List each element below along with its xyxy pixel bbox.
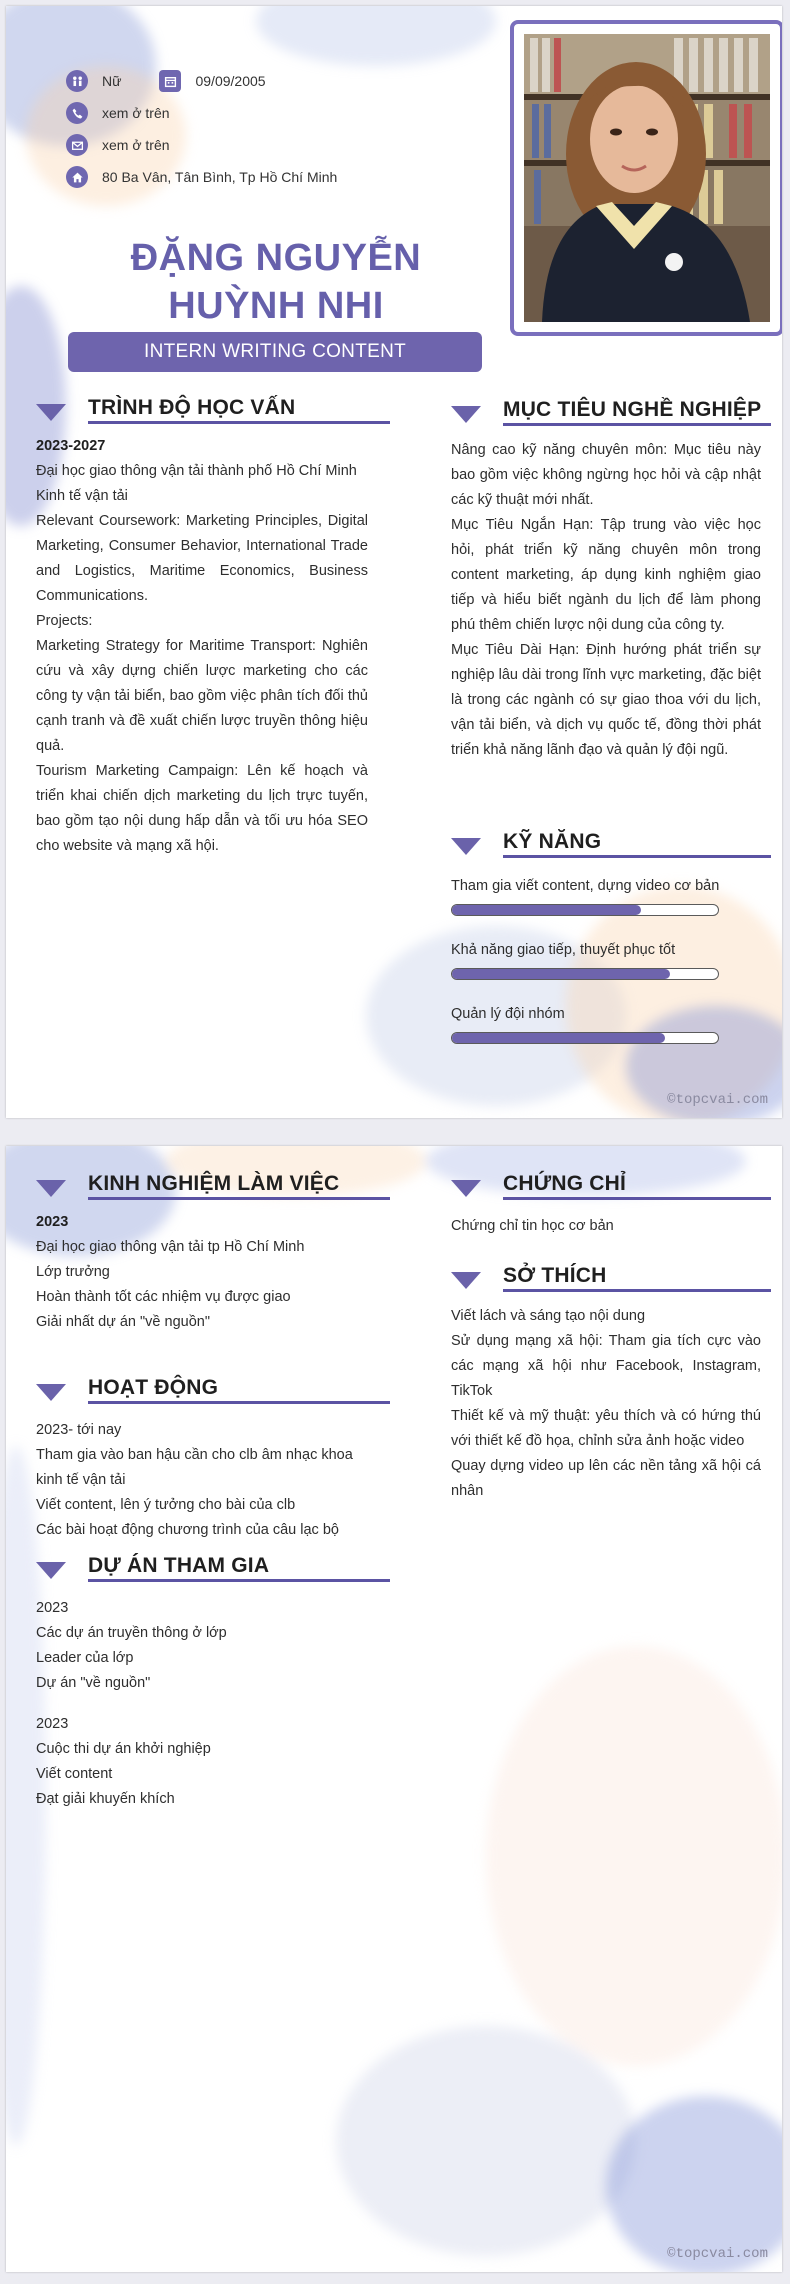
calendar-icon	[159, 70, 181, 92]
skill-level-bar	[451, 1032, 719, 1044]
heading-rule	[88, 1401, 390, 1404]
gender-row	[66, 70, 266, 92]
heading-rule	[88, 1197, 390, 1200]
profile-photo-frame	[510, 20, 782, 336]
triangle-marker-icon	[451, 1272, 481, 1289]
skill-label: Quản lý đội nhóm	[451, 1006, 565, 1022]
education-line: Projects:	[36, 613, 93, 629]
project-line: 2023	[36, 1600, 69, 1616]
project-line: Viết content	[36, 1766, 113, 1782]
triangle-marker-icon	[36, 1180, 66, 1197]
gender-value: Nữ	[102, 73, 122, 89]
project-group	[36, 1596, 390, 1696]
projects-section	[36, 1552, 390, 1812]
triangle-marker-icon	[36, 1562, 66, 1579]
skill-item	[451, 1006, 771, 1044]
activity-line: Các bài hoạt động chương trình của câu lạc bộ	[36, 1522, 339, 1538]
experience-line: Hoàn thành tốt các nhiệm vụ được giao	[36, 1289, 291, 1305]
job-title-banner: INTERN WRITING CONTENT	[68, 332, 482, 372]
heading-rule	[503, 1197, 771, 1200]
education-line: Kinh tế vận tải	[36, 488, 128, 504]
project-group	[36, 1712, 390, 1812]
hobbies-section	[451, 1262, 771, 1504]
activity-line: 2023- tới nay	[36, 1422, 122, 1438]
experience-body	[36, 1210, 390, 1335]
email-icon	[66, 134, 88, 156]
decor-blot	[256, 6, 496, 66]
heading-rule	[88, 421, 390, 424]
phone-value: xem ở trên	[102, 105, 170, 121]
skill-label: Tham gia viết content, dựng video cơ bản	[451, 878, 720, 894]
objective-heading	[451, 396, 771, 426]
full-name: ĐẶNG NGUYỄN HUỲNH NHI	[130, 237, 422, 327]
experience-line: Lớp trưởng	[36, 1264, 110, 1280]
objective-body	[451, 438, 761, 763]
skill-level-bar	[451, 968, 719, 980]
experience-line: Đại học giao thông vận tải tp Hồ Chí Minh	[36, 1239, 305, 1255]
experience-line: Giải nhất dự án "về nguồn"	[36, 1314, 210, 1330]
experience-year: 2023	[36, 1214, 69, 1230]
cv-page-1	[6, 6, 782, 1118]
projects-heading	[36, 1552, 390, 1582]
project-line: Cuộc thi dự án khởi nghiệp	[36, 1741, 211, 1757]
triangle-marker-icon	[451, 406, 481, 423]
skill-label: Khả năng giao tiếp, thuyết phục tốt	[451, 942, 676, 958]
heading-rule	[88, 1579, 390, 1582]
hobby-line: Thiết kế và mỹ thuật: yêu thích và có hứng thú với thiết kế đồ họa, chỉnh sửa ảnh hoặc video	[451, 1408, 761, 1449]
triangle-marker-icon	[451, 838, 481, 855]
hobby-line: Sử dụng mạng xã hội: Tham gia tích cực vào các mạng xã hội như Facebook, Instagram, TikTok	[451, 1333, 761, 1399]
activities-title: HOẠT ĐỘNG	[88, 1376, 219, 1399]
skill-level-fill	[452, 1033, 665, 1043]
hobbies-title: SỞ THÍCH	[503, 1264, 607, 1287]
triangle-marker-icon	[36, 404, 66, 421]
email-row	[66, 134, 170, 156]
education-heading	[36, 394, 390, 424]
address-value: 80 Ba Vân, Tân Bình, Tp Hồ Chí Minh	[102, 169, 338, 185]
activities-heading	[36, 1374, 390, 1404]
hobbies-body	[451, 1304, 761, 1504]
project-line: Các dự án truyền thông ở lớp	[36, 1625, 227, 1641]
experience-title: KINH NGHIỆM LÀM VIỆC	[88, 1172, 340, 1195]
experience-section	[36, 1170, 390, 1335]
certificates-body	[451, 1214, 771, 1239]
skill-item	[451, 878, 771, 916]
activity-line: Tham gia vào ban hậu cần cho clb âm nhạc khoa kinh tế vận tải	[36, 1447, 353, 1488]
project-line: Leader của lớp	[36, 1650, 134, 1666]
triangle-marker-icon	[36, 1384, 66, 1401]
phone-icon	[66, 102, 88, 124]
profile-photo	[524, 34, 770, 322]
education-line: Tourism Marketing Campaign: Lên kế hoạch và triển khai chiến dịch marketing du lịch trực tuyến, bao gồm tạo nội dung hấp dẫn và tối ưu hóa SEO cho website và mạng xã hội.	[36, 763, 368, 854]
project-line: Đạt giải khuyến khích	[36, 1791, 175, 1807]
experience-heading	[36, 1170, 390, 1200]
phone-row	[66, 102, 170, 124]
certificates-heading	[451, 1170, 771, 1200]
objective-line: Mục Tiêu Dài Hạn: Định hướng phát triển sự nghiệp lâu dài trong lĩnh vực marketing, đặc biệt là trong các ngành có sự giao thoa với du lịch, vận tải biển, và dịch vụ quốc tế, đồng thời phát triển khả năng lãnh đạo và quản lý đội ngũ.	[451, 642, 761, 758]
activity-line: Viết content, lên ý tưởng cho bài của clb	[36, 1497, 296, 1513]
decor-blot	[336, 2026, 636, 2256]
heading-rule	[503, 1289, 771, 1292]
triangle-marker-icon	[451, 1180, 481, 1197]
projects-title: DỰ ÁN THAM GIA	[88, 1554, 270, 1577]
cv-page-2	[6, 1146, 782, 2272]
projects-body	[36, 1596, 390, 1812]
skill-level-bar	[451, 904, 719, 916]
education-line: Đại học giao thông vận tải thành phố Hồ Chí Minh	[36, 463, 357, 479]
activities-body	[36, 1418, 372, 1543]
skills-heading	[451, 828, 771, 858]
skills-title: KỸ NĂNG	[503, 830, 602, 853]
watermark: ©topcvai.com	[667, 1092, 768, 1108]
project-line: Dự án "về nguồn"	[36, 1675, 151, 1691]
certificates-section	[451, 1170, 771, 1239]
education-body	[36, 434, 368, 859]
hobbies-heading	[451, 1262, 771, 1292]
project-line: 2023	[36, 1716, 69, 1732]
watermark: ©topcvai.com	[667, 2246, 768, 2262]
education-title: TRÌNH ĐỘ HỌC VẤN	[88, 396, 296, 419]
education-section	[36, 394, 390, 859]
objective-line: Mục Tiêu Ngắn Hạn: Tập trung vào việc học hỏi, phát triển kỹ năng chuyên môn trong content marketing, áp dụng kinh nghiệm giao tiếp và hiểu biết ngành du lịch để làm phong phú thêm chiến lược nội dung của công ty.	[451, 517, 761, 633]
education-line: Relevant Coursework: Marketing Principles, Digital Marketing, Consumer Behavior, International Trade and Logistics, Maritime Economics, Business Communications.	[36, 513, 368, 604]
heading-rule	[503, 855, 771, 858]
email-value: xem ở trên	[102, 137, 170, 153]
hobby-line: Quay dựng video up lên các nền tảng xã hội cá nhân	[451, 1458, 761, 1499]
skill-level-fill	[452, 969, 670, 979]
objective-section	[451, 396, 771, 763]
certificate-line: Chứng chỉ tin học cơ bản	[451, 1218, 614, 1234]
home-icon	[66, 166, 88, 188]
hobby-line: Viết lách và sáng tạo nội dung	[451, 1308, 646, 1324]
heading-rule	[503, 423, 771, 426]
skills-section	[451, 828, 771, 1044]
objective-line: Nâng cao kỹ năng chuyên môn: Mục tiêu này bao gồm việc không ngừng học hỏi và cập nhật các kỹ thuật mới nhất.	[451, 442, 761, 508]
education-line: Marketing Strategy for Maritime Transport: Nghiên cứu và xây dựng chiến lược marketing cho các công ty vận tải biển, bao gồm việc phân tích đối thủ cạnh tranh và đề xuất chiến lược truyền thông hiệu quả.	[36, 638, 368, 754]
objective-title: MỤC TIÊU NGHỀ NGHIỆP	[503, 398, 762, 421]
skill-level-fill	[452, 905, 641, 915]
dob-value: 09/09/2005	[195, 73, 266, 89]
skill-item	[451, 942, 771, 980]
address-row	[66, 166, 337, 188]
certificates-title: CHỨNG CHỈ	[503, 1172, 627, 1195]
education-period: 2023-2027	[36, 438, 106, 454]
decor-blot	[486, 1646, 782, 2066]
gender-icon	[66, 70, 88, 92]
activities-section	[36, 1374, 390, 1543]
